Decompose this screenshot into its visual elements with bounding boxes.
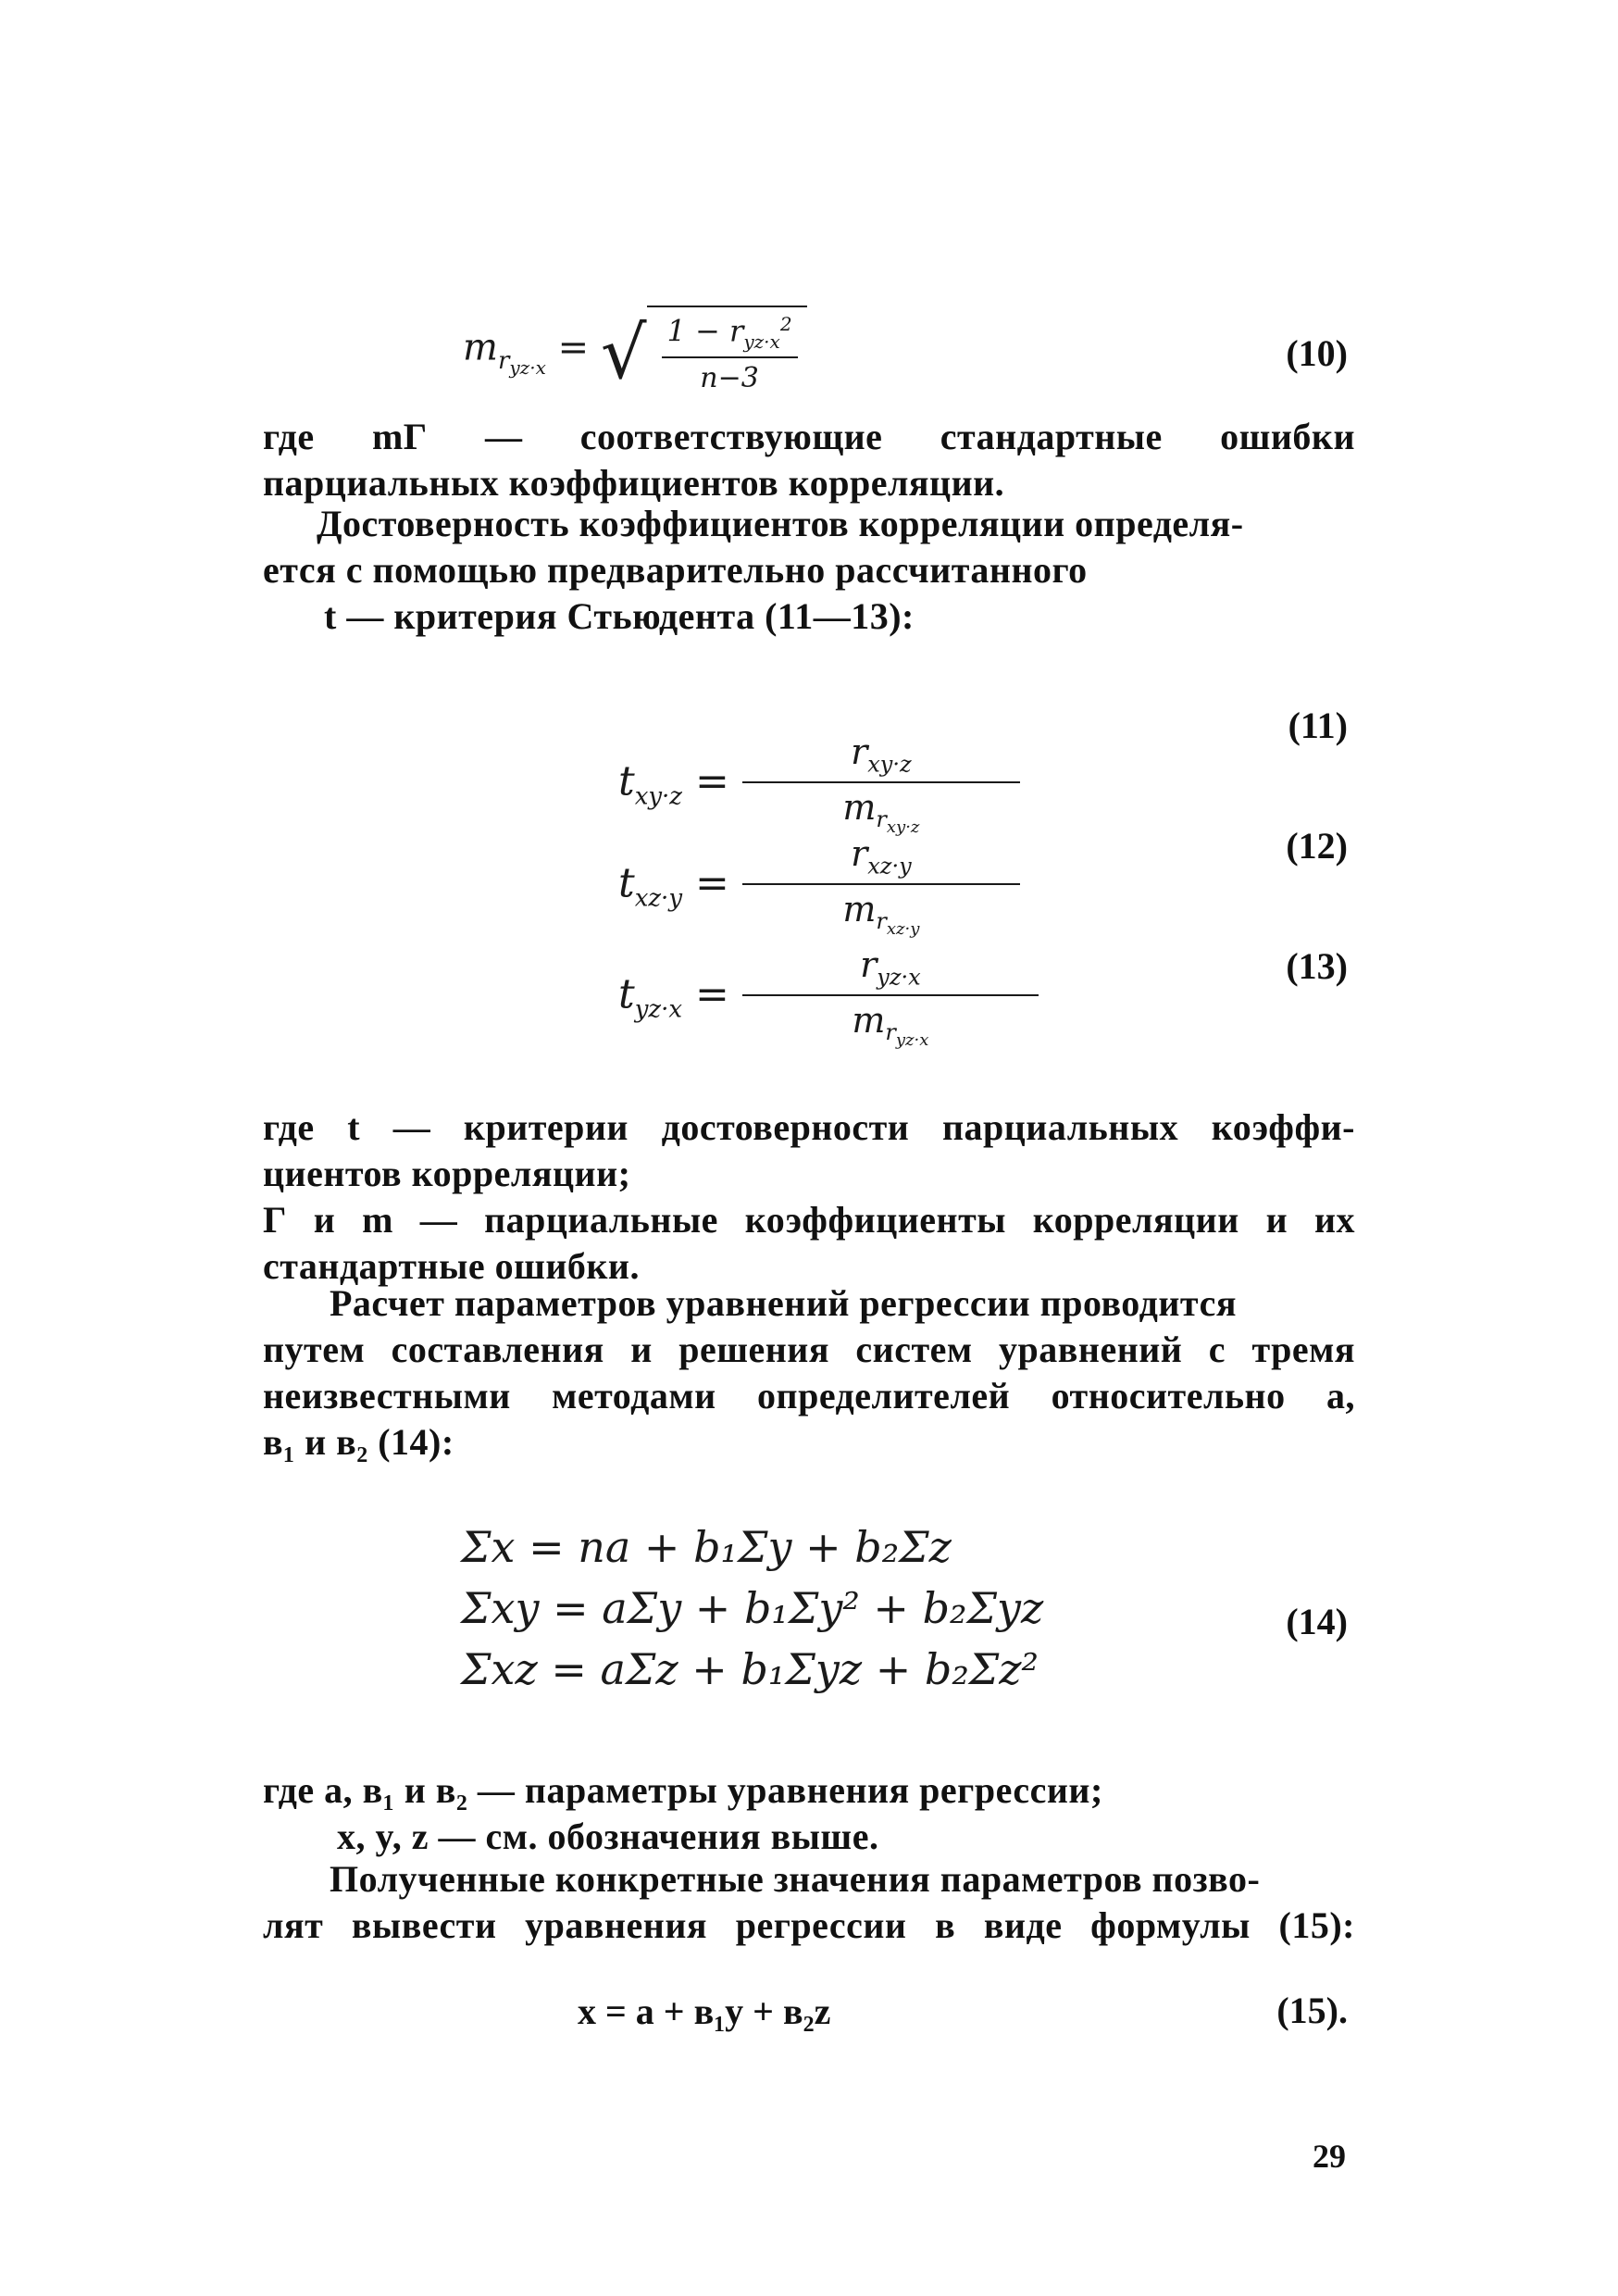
text-line: в₁ и в₂ (14): <box>263 1421 454 1463</box>
text-line: Г и m — парциальные коэффициенты корреляции и их <box>263 1199 1355 1241</box>
text-line: путем составления и решения систем уравнений с тремя <box>263 1329 1355 1370</box>
equation-number-15: (15). <box>1276 1990 1348 2031</box>
text-line: парциальных коэффициентов корреляции. <box>263 462 1005 504</box>
formula-13: $t_{yz\cdot x}$ = $\frac{r_{yz\cdot x}}{m_{r_{yz\cdot x}}}$ <box>618 944 1039 1050</box>
text-line: Расчет параметров уравнений регрессии проводится <box>330 1282 1237 1324</box>
formula-11: $t_{xy\cdot z}$ = $\frac{r_{xy\cdot z}}{m_{r_{xy\cdot z}}}$ <box>618 731 1020 837</box>
formula-10: $m_{r_{yz\cdot x}}$ = √ $\frac{1 - r_{yz\cdot x}^2}{n-3}$ <box>463 306 807 395</box>
formula-14 <box>461 1516 1043 1700</box>
text-line: Достоверность коэффициентов корреляции определя- <box>317 503 1244 544</box>
text-line: Полученные конкретные значения параметров позво- <box>330 1858 1261 1900</box>
paragraph-reliability <box>263 501 1355 640</box>
text-line: циентов корреляции; <box>263 1153 631 1194</box>
equation-number-10: (10) <box>1286 332 1348 374</box>
paragraph-parameters-legend <box>263 1767 1355 1860</box>
text-line: где а, в₁ и в₂ — параметры уравнения регрессии; <box>263 1769 1103 1811</box>
equation-number-11: (11) <box>1288 705 1348 746</box>
formula-15: x = a + в₁y + в₂z <box>578 1990 831 2032</box>
formula-12: $t_{xz\cdot y}$ = $\frac{r_{xz\cdot y}}{m_{r_{xz\cdot y}}}$ <box>618 833 1020 939</box>
paragraph-standard-errors <box>263 414 1355 506</box>
text-line: где mГ — соответствующие стандартные ошибки <box>263 416 1355 457</box>
text-line: t — критерия Стьюдента (11—13): <box>324 595 915 637</box>
paragraph-regression-formula <box>263 1856 1355 1949</box>
equation-number-13: (13) <box>1286 945 1348 987</box>
text-line: где t — критерии достоверности парциальных коэффи- <box>263 1106 1355 1148</box>
paragraph-t-criteria <box>263 1104 1355 1290</box>
equation-number-14: (14) <box>1286 1601 1348 1642</box>
text-line: x, y, z — см. обозначения выше. <box>337 1816 879 1857</box>
text-line: стандартные ошибки. <box>263 1245 640 1287</box>
text-line: лят вывести уравнения регрессии в виде формулы (15): <box>263 1904 1355 1946</box>
formula-14-line: Σxy = aΣy + b₁Σy² + b₂Σyz <box>461 1583 1044 1633</box>
page-number: 29 <box>1313 2138 1346 2175</box>
text-line: неизвестными методами определителей относительно а, <box>263 1375 1355 1416</box>
paragraph-regression-params <box>263 1280 1355 1466</box>
text-line: ется с помощью предварительно рассчитанного <box>263 549 1088 591</box>
equation-number-12: (12) <box>1286 825 1348 867</box>
formula-14-line: Σxz = aΣz + b₁Σyz + b₂Σz² <box>461 1644 1039 1694</box>
formula-14-line: Σx = na + b₁Σy + b₂Σz <box>461 1522 952 1572</box>
